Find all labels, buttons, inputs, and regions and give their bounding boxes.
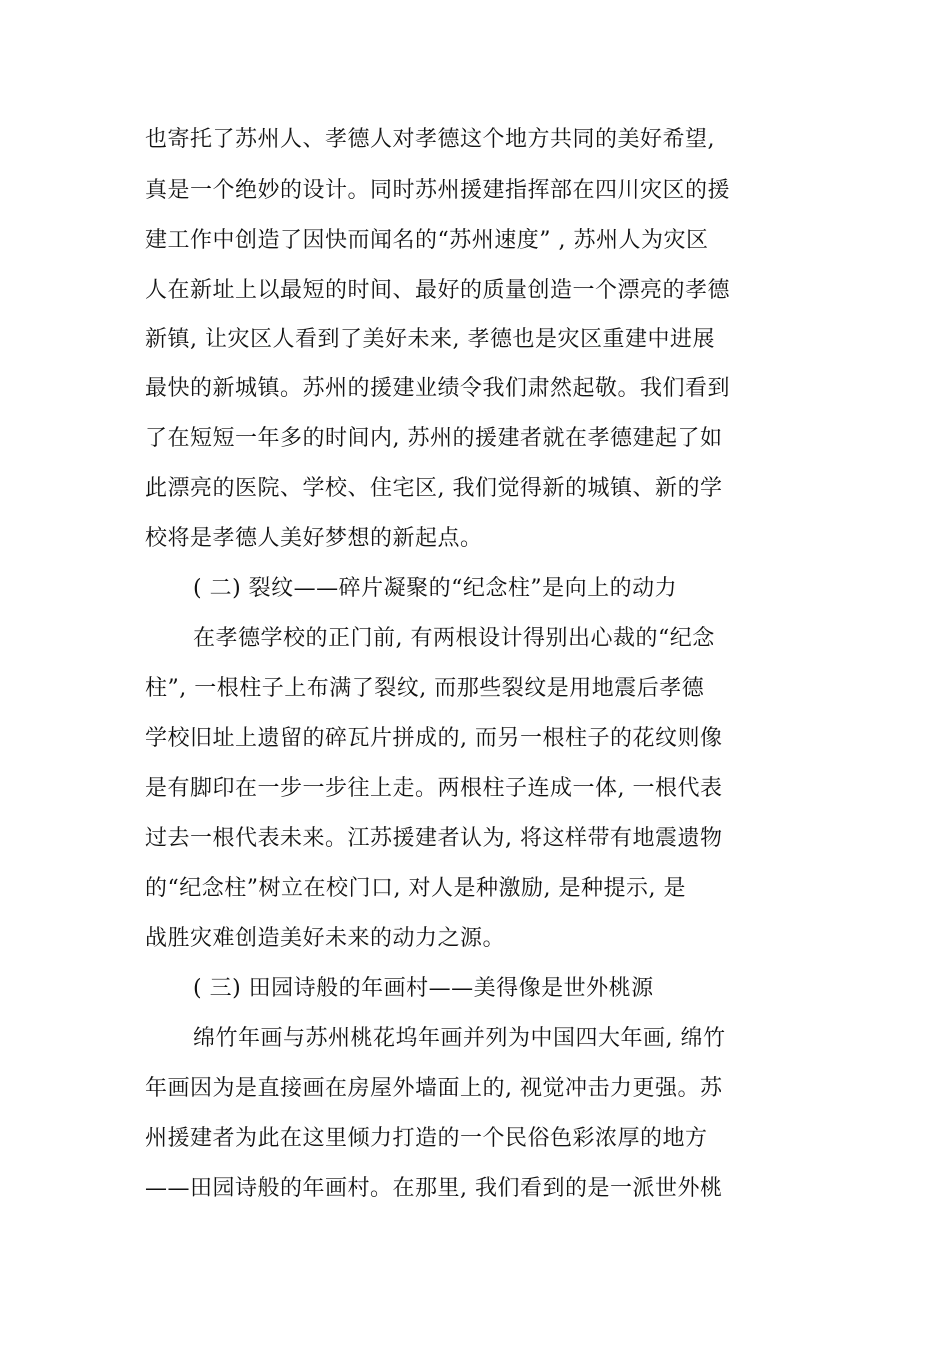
- text-line-4: 人在新址上以最短的时间、最好的质量创造一个漂亮的孝德: [145, 278, 731, 303]
- section-heading-3: ( 三) 田园诗般的年画村——美得像是世外桃源: [193, 976, 654, 1001]
- text-line-1: 也寄托了苏州人、孝德人对孝德这个地方共同的美好希望,: [145, 127, 715, 152]
- text-line-20: 年画因为是直接画在房屋外墙面上的, 视觉冲击力更强。苏: [145, 1076, 723, 1101]
- text-line-8: 此漂亮的医院、学校、住宅区, 我们觉得新的城镇、新的学: [145, 476, 723, 501]
- text-line-21: 州援建者为此在这里倾力打造的一个民俗色彩浓厚的地方: [145, 1126, 708, 1151]
- text-line-11: 在孝德学校的正门前, 有两根设计得别出心裁的“纪念: [193, 626, 715, 651]
- text-line-3: 建工作中创造了因快而闻名的“苏州速度” , 苏州人为灾区: [145, 228, 709, 253]
- text-line-2: 真是一个绝妙的设计。同时苏州援建指挥部在四川灾区的援: [145, 178, 731, 203]
- text-line-5: 新镇, 让灾区人看到了美好未来, 孝德也是灾区重建中进展: [145, 327, 715, 352]
- text-line-17: 战胜灾难创造美好未来的动力之源。: [145, 926, 506, 951]
- text-line-14: 是有脚印在一步一步往上走。两根柱子连成一体, 一根代表: [145, 776, 723, 801]
- text-line-7: 了在短短一年多的时间内, 苏州的援建者就在孝德建起了如: [145, 426, 723, 451]
- text-line-6: 最快的新城镇。苏州的援建业绩令我们肃然起敬。我们看到: [145, 376, 731, 401]
- text-line-13: 学校旧址上遗留的碎瓦片拼成的, 而另一根柱子的花纹则像: [145, 726, 723, 751]
- section-heading-2: ( 二) 裂纹——碎片凝聚的“纪念柱”是向上的动力: [193, 576, 678, 601]
- text-line-15: 过去一根代表未来。江苏援建者认为, 将这样带有地震遗物: [145, 826, 723, 851]
- text-line-19: 绵竹年画与苏州桃花坞年画并列为中国四大年画, 绵竹: [193, 1026, 726, 1051]
- text-line-16: 的“纪念柱”树立在校门口, 对人是种激励, 是种提示, 是: [145, 876, 686, 901]
- text-line-22: ——田园诗般的年画村。在那里, 我们看到的是一派世外桃: [145, 1176, 723, 1201]
- text-line-12: 柱”, 一根柱子上布满了裂纹, 而那些裂纹是用地震后孝德: [145, 676, 705, 701]
- text-line-9: 校将是孝德人美好梦想的新起点。: [145, 526, 483, 551]
